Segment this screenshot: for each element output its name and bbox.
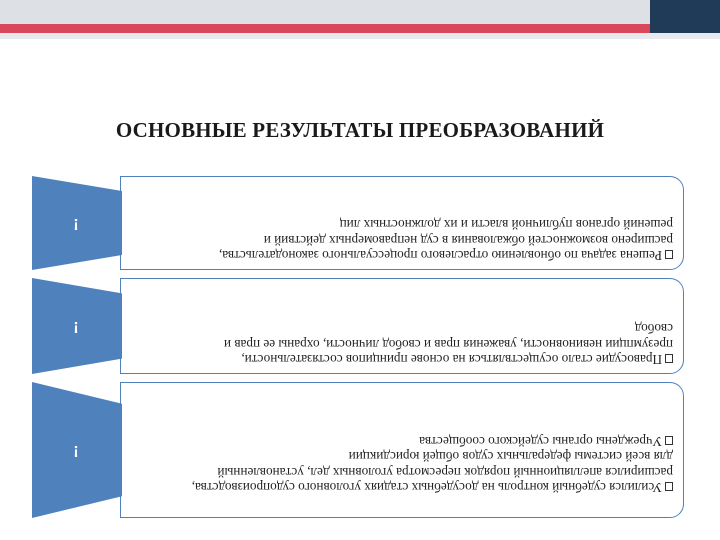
result-block-1 (32, 176, 684, 270)
bullet-icon (665, 482, 673, 491)
result-text-1: Решена задача по обновлению отраслевого процессуального законодательства, расширено возможностей обжалования в суд неправомерных действий и решений органов публичной власти и их должностных лиц (218, 217, 673, 263)
result-textbox-2 (120, 278, 684, 374)
result-block-3 (32, 382, 684, 518)
bullet-icon (665, 354, 673, 363)
result-block-2 (32, 278, 684, 374)
result-textbox-3 (120, 382, 684, 518)
result-text-2: Правосудие стало осуществляться на основе принципов состязательности, презумпции невиновности, уважения прав и свобод личности, охраны ее прав и свобод (224, 321, 673, 367)
result-text-3: Усилился судебный контроль на досудебных стадиях уголовного судопроизводства, расширился апелляционный порядок пересмотра уголовных дел, установленный для всей системы федеральных судов общей юрисдикции Учреждены органы судейского сообщества (191, 433, 673, 495)
bullet-icon (665, 436, 673, 445)
result-textbox-1 (120, 176, 684, 270)
exclamation-icon: ! (73, 442, 79, 459)
exclamation-icon: ! (73, 215, 79, 232)
bullet-icon (665, 250, 673, 259)
exclamation-icon: ! (73, 318, 79, 335)
slide-title: ОСНОВНЫЕ РЕЗУЛЬТАТЫ ПРЕОБРАЗОВАНИЙ (115, 118, 605, 142)
